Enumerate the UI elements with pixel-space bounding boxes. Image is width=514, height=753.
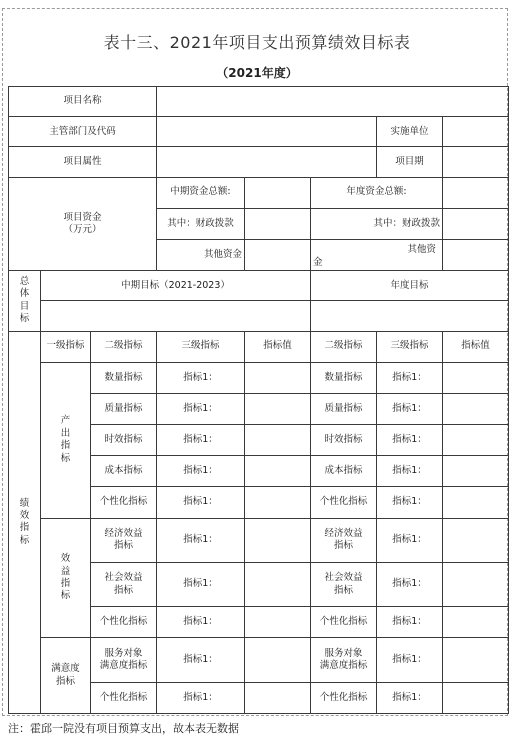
cell-level2-year: 质量指标: [311, 393, 377, 424]
cell-value: [245, 487, 311, 518]
cell-level3-year: 指标1：: [377, 562, 443, 606]
cell-value-year: [443, 682, 509, 713]
cell-level2-year: 服务对象 满意度指标: [311, 638, 377, 682]
cell-value: [245, 456, 311, 487]
cell-level2-year: 成本指标: [311, 456, 377, 487]
budget-performance-table: [8, 86, 509, 714]
label-year-total: 年度资金总额:: [311, 177, 443, 208]
value-year-other: [443, 239, 509, 270]
cell-level2: 服务对象 满意度指标: [91, 638, 157, 682]
value-project-period: [443, 147, 509, 177]
cell-level2: 成本指标: [91, 456, 157, 487]
cell-level2-year: 个性化指标: [311, 487, 377, 518]
cell-value: [245, 425, 311, 456]
cell-value: [245, 362, 311, 393]
value-year-total: [443, 177, 509, 208]
col-value-year: 指标值: [443, 331, 509, 362]
cell-level3-year: 指标1：: [377, 393, 443, 424]
label-project-funds: 项目资金 （万元）: [9, 177, 157, 271]
label-mid-total: 中期资金总额:: [157, 177, 245, 208]
label-effect-indicators: 效 益 指 标: [41, 518, 91, 638]
cell-level2-year: 经济效益 指标: [311, 518, 377, 562]
cell-level2-year: 个性化指标: [311, 607, 377, 638]
value-project-attr: [157, 147, 377, 177]
label-mid-other: 其他资金: [157, 239, 245, 270]
col-value: 指标值: [245, 331, 311, 362]
cell-value: [245, 562, 311, 606]
cell-level3: 指标1：: [157, 456, 245, 487]
cell-level3: 指标1：: [157, 562, 245, 606]
cell-level2: 个性化指标: [91, 682, 157, 713]
col-level3: 三级指标: [157, 331, 245, 362]
cell-level3: 指标1：: [157, 518, 245, 562]
value-mid-target: [41, 301, 311, 331]
value-mid-fiscal: [245, 208, 311, 239]
label-performance: 绩 效 指 标: [9, 331, 41, 714]
label-mid-target: 中期目标（2021-2023）: [41, 271, 311, 301]
cell-level2: 数量指标: [91, 362, 157, 393]
label-year-fiscal: 其中：财政拨款: [311, 208, 443, 239]
label-satisfaction-indicators: 满意度 指标: [41, 638, 91, 714]
cell-level3-year: 指标1：: [377, 682, 443, 713]
label-impl-unit: 实施单位: [377, 117, 443, 147]
cell-level3-year: 指标1：: [377, 518, 443, 562]
cell-level3: 指标1：: [157, 487, 245, 518]
cell-value: [245, 638, 311, 682]
label-project-period: 项目期: [377, 147, 443, 177]
cell-level2-year: 时效指标: [311, 425, 377, 456]
cell-level2-year: 个性化指标: [311, 682, 377, 713]
cell-level3-year: 指标1：: [377, 362, 443, 393]
cell-level2: 个性化指标: [91, 607, 157, 638]
value-project-name: [157, 87, 509, 117]
cell-value: [245, 393, 311, 424]
cell-value: [245, 518, 311, 562]
label-output-indicators: 产 出 指 标: [41, 362, 91, 518]
cell-level3: 指标1：: [157, 425, 245, 456]
col-level2-year: 二级指标: [311, 331, 377, 362]
cell-level2: 个性化指标: [91, 487, 157, 518]
col-level3-year: 三级指标: [377, 331, 443, 362]
label-overall-target: 总 体 目 标: [9, 271, 41, 331]
cell-level3: 指标1：: [157, 607, 245, 638]
cell-value-year: [443, 393, 509, 424]
cell-level2: 经济效益 指标: [91, 518, 157, 562]
label-mid-fiscal: 其中：财政拨款: [157, 208, 245, 239]
cell-level3-year: 指标1：: [377, 456, 443, 487]
cell-level3: 指标1：: [157, 362, 245, 393]
cell-value-year: [443, 425, 509, 456]
cell-level2-year: 数量指标: [311, 362, 377, 393]
cell-level2-year: 社会效益 指标: [311, 562, 377, 606]
cell-level2: 社会效益 指标: [91, 562, 157, 606]
cell-level2: 质量指标: [91, 393, 157, 424]
cell-level3-year: 指标1：: [377, 425, 443, 456]
cell-level3-year: 指标1：: [377, 487, 443, 518]
cell-value-year: [443, 562, 509, 606]
label-project-name: 项目名称: [9, 87, 157, 117]
label-dept-code: 主管部门及代码: [9, 117, 157, 147]
label-project-attr: 项目属性: [9, 147, 157, 177]
col-level1: 一级指标: [41, 331, 91, 362]
document-subtitle: （2021年度）: [216, 66, 298, 80]
cell-value-year: [443, 456, 509, 487]
label-year-other: 其他资 金: [311, 239, 443, 270]
cell-value-year: [443, 487, 509, 518]
value-year-fiscal: [443, 208, 509, 239]
value-impl-unit: [443, 117, 509, 147]
cell-value-year: [443, 607, 509, 638]
cell-value-year: [443, 638, 509, 682]
value-dept-code: [157, 117, 377, 147]
value-year-target: [311, 301, 509, 331]
label-year-target: 年度目标: [311, 271, 509, 301]
document-title: 表十三、2021年项目支出预算绩效目标表: [103, 33, 411, 52]
value-mid-other: [245, 239, 311, 270]
cell-level3: 指标1：: [157, 682, 245, 713]
col-level2: 二级指标: [91, 331, 157, 362]
cell-level2: 时效指标: [91, 425, 157, 456]
cell-level3: 指标1：: [157, 638, 245, 682]
cell-value-year: [443, 362, 509, 393]
footnote: 注：霍邱一院没有项目预算支出，故本表无数据: [8, 722, 239, 735]
cell-value: [245, 682, 311, 713]
cell-value-year: [443, 518, 509, 562]
cell-level3-year: 指标1：: [377, 607, 443, 638]
value-mid-total: [245, 177, 311, 208]
cell-level3: 指标1：: [157, 393, 245, 424]
cell-value: [245, 607, 311, 638]
cell-level3-year: 指标1：: [377, 638, 443, 682]
